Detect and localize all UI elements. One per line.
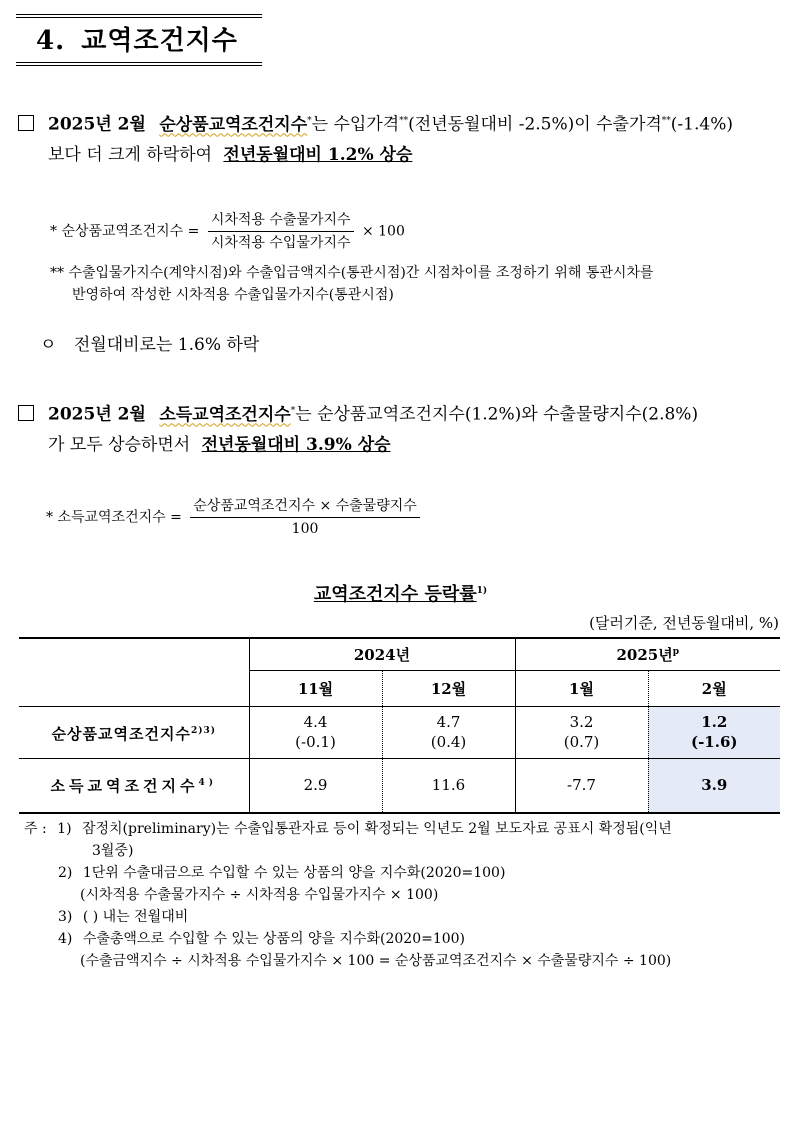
formula1-denominator: 시차적용 수입물가지수 (210, 235, 351, 251)
para1-sup2: ** (399, 116, 409, 126)
header-rule-bottom-2 (16, 65, 262, 66)
footnote-text: (시차적용 수출물가지수 ÷ 시차적용 수입물가지수 × 100) (80, 887, 439, 903)
table-unit: (달러기준, 전년동월대비, %) (589, 614, 779, 632)
header-rule-top (16, 14, 262, 15)
cell-mom: (0.7) (563, 733, 600, 751)
sub-bullet (40, 330, 259, 360)
footnote-text: 수출총액으로 수입할 수 있는 상품의 양을 지수화(2020=100) (82, 931, 466, 947)
footnote-num: 1) (57, 821, 72, 837)
cell-mom: (0.4) (430, 733, 467, 751)
footnotes (24, 818, 672, 972)
row-label-income (19, 758, 249, 813)
para1-line2-text: 보다 더 크게 하락하여 (48, 145, 213, 165)
cell-value: 4.4 (303, 713, 328, 731)
para2-index-name: 소득교역조건지수 (159, 404, 291, 425)
note-double-star-line-1 (50, 262, 654, 284)
section-title-text: 교역조건지수 (81, 26, 238, 56)
sub-bullet-marker: ㅇ (40, 335, 57, 355)
table-cell: 11.6 (382, 758, 515, 813)
header-rule-top-2 (16, 17, 262, 18)
row-label-sup: 2)3) (190, 725, 216, 736)
header-rule-bottom (16, 62, 262, 63)
table-cell-highlight: 3.9 (648, 758, 780, 813)
para1-sup1: * (307, 116, 312, 126)
formula2-denominator: 100 (291, 521, 319, 537)
para2-line2-text: 가 모두 상승하면서 (48, 435, 191, 455)
formula2-label: * 소득교역조건지수 = (46, 509, 182, 526)
paragraph-2-line-2 (48, 430, 391, 460)
year-2025-label: 2025년 (616, 645, 673, 664)
year-2024-label: 2024년 (353, 645, 411, 664)
table-title-sup: 1) (476, 586, 488, 596)
table-header-row-years (19, 638, 780, 670)
para1-index-name: 순상품교역조건지수 (159, 114, 308, 135)
note-double-star-text-1: ** 수출입물가지수(계약시점)와 수출입금액지수(통관시점)간 시점차이를 조정하기 위해 통관시차를 (50, 265, 654, 281)
row-label-text: 소득교역조건지수 (50, 776, 199, 795)
table-year-2024 (249, 638, 515, 670)
formula1-numerator: 시차적용 수출물가지수 (208, 210, 354, 232)
para1-date: 2025년 2월 (48, 114, 146, 135)
row-label-text: 순상품교역조건지수 (51, 724, 191, 743)
section-number: 4. (36, 26, 66, 56)
formula-1 (50, 210, 405, 253)
footnote-2 (24, 862, 672, 884)
footnote-num: 4) (58, 931, 73, 947)
formula2-numerator: 순상품교역조건지수 × 수출물량지수 (190, 496, 420, 518)
table-cell (382, 706, 515, 758)
table-cell: 2.9 (249, 758, 382, 813)
row-label-net-barter (19, 706, 249, 758)
note-double-star-line-2 (72, 284, 394, 306)
footnote-4-cont (24, 950, 672, 972)
footnote-num: 3) (58, 909, 73, 925)
table-title-text: 교역조건지수 등락률 (313, 584, 477, 605)
table-cell: -7.7 (515, 758, 648, 813)
table-cell (249, 706, 382, 758)
para2-text-c: 는 순상품교역조건지수(1.2%)와 수출물량지수(2.8%) (295, 404, 699, 425)
table-month-cell: 11월 (249, 670, 382, 706)
section-title (36, 20, 238, 57)
sub-bullet-text: 전월대비로는 1.6% 하락 (73, 335, 260, 355)
para1-text-d: (전년동월대비 -2.5%)이 수출가격 (408, 114, 662, 135)
paragraph-1-line-1 (18, 106, 733, 140)
footnote-1 (24, 818, 672, 840)
footnote-2-cont (24, 884, 672, 906)
footnote-4 (24, 928, 672, 950)
footnote-lead: 주 : (24, 821, 47, 837)
footnote-num: 2) (58, 865, 73, 881)
table-cell-highlight (648, 706, 780, 758)
cell-value: 3.2 (569, 713, 594, 731)
cell-mom: (-0.1) (295, 733, 336, 751)
cell-value: 1.2 (701, 713, 728, 731)
formula-2 (46, 496, 424, 539)
table-month-cell: 2월 (648, 670, 780, 706)
footnote-text: 잠정치(preliminary)는 수출입통관자료 등이 확정되는 익년도 2월 보도자료 공표시 확정됨(익년 (81, 821, 672, 837)
table-cell (515, 706, 648, 758)
para2-date: 2025년 2월 (48, 404, 146, 425)
terms-of-trade-table (19, 637, 780, 814)
para1-highlight: 전년동월대비 1.2% 상승 (223, 145, 413, 165)
footnote-1-cont (24, 840, 672, 862)
note-double-star-text-2: 반영하여 작성한 시차적용 수출입물가지수(통관시점) (72, 287, 394, 303)
para1-sup3: ** (661, 116, 671, 126)
table-title (0, 580, 801, 606)
footnote-text: 1단위 수출대금으로 수입할 수 있는 상품의 양을 지수화(2020=100) (82, 865, 506, 881)
footnote-text: (수출금액지수 ÷ 시차적용 수입물가지수 × 100 = 순상품교역조건지수 × 수출물량지수 ÷ 100) (80, 953, 672, 969)
checkbox-square-icon (18, 405, 34, 421)
table-year-2025 (515, 638, 780, 670)
formula1-label: * 순상품교역조건지수 = (50, 223, 200, 240)
formula1-suffix: × 100 (361, 223, 405, 240)
cell-mom: (-1.6) (690, 733, 738, 751)
checkbox-square-icon (18, 115, 34, 131)
formula2-fraction (190, 496, 420, 539)
paragraph-1-line-2 (48, 140, 412, 170)
footnote-text: 3월중) (92, 843, 134, 859)
footnote-text: ( ) 내는 전월대비 (82, 909, 189, 925)
table-corner-cell (19, 638, 249, 706)
paragraph-2-line-1 (18, 396, 698, 430)
footnote-3 (24, 906, 672, 928)
cell-value: 4.7 (436, 713, 461, 731)
table-row (19, 706, 780, 758)
year-2025-sup: p (672, 646, 680, 657)
formula1-fraction (208, 210, 354, 253)
para2-sup: * (290, 406, 296, 416)
table-month-cell: 1월 (515, 670, 648, 706)
table-month-cell: 12월 (382, 670, 515, 706)
para1-text-c: 는 수입가격 (311, 114, 400, 135)
table-row (19, 758, 780, 813)
para1-text-e: (-1.4%) (670, 114, 733, 135)
row-label-sup: 4) (198, 777, 217, 788)
para2-highlight: 전년동월대비 3.9% 상승 (201, 435, 391, 455)
